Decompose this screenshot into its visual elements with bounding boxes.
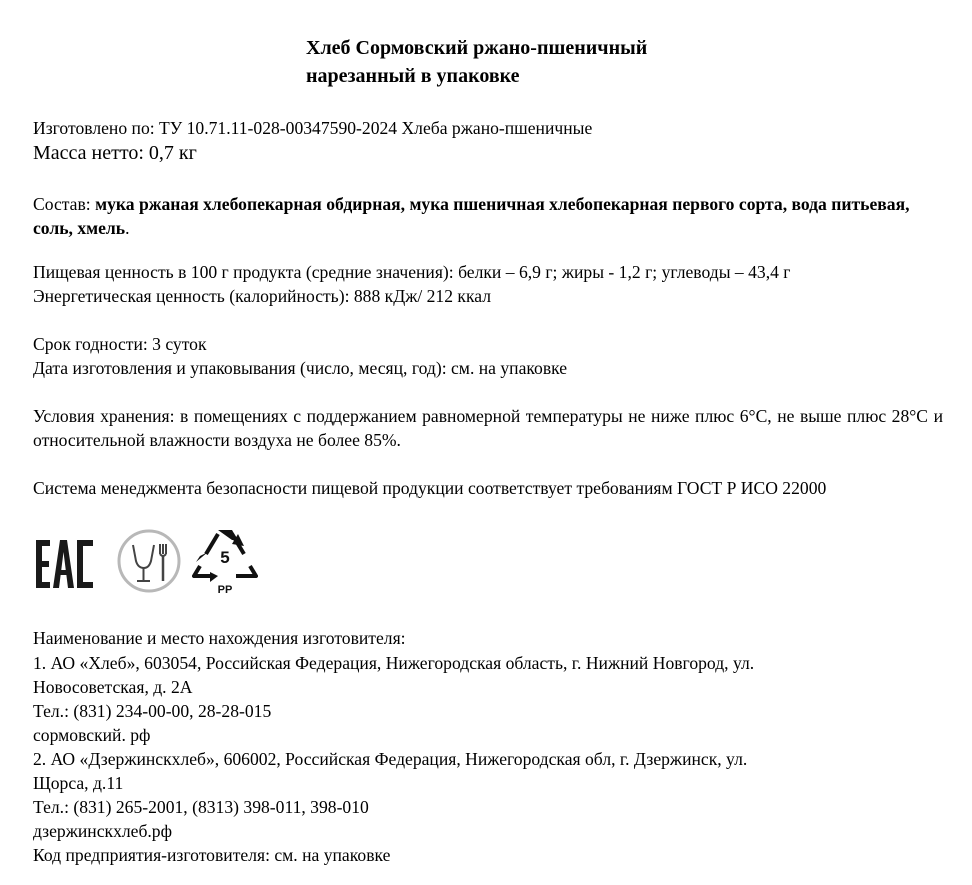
manufacturer-1-address: 1. АО «Хлеб», 603054, Российская Федерация, Нижегородская область, г. Нижний Новгород, ул. [33,653,755,673]
certification-icons [36,526,276,606]
manufacturer-2-site: дзержинскхлеб.рф [33,821,172,841]
energy-value: Энергетическая ценность (калорийность): 888 кДж/ 212 ккал [33,286,491,306]
manufacturer-1-phone: Тел.: (831) 234-00-00, 28-28-015 [33,701,272,721]
composition [33,192,943,240]
composition-end: . [125,218,130,238]
product-title-line-2: нарезанный в упаковке [306,65,520,87]
eac-icon [36,540,96,588]
net-weight: Масса нетто: 0,7 кг [33,142,197,164]
composition-ingredients: мука ржаная хлебопекарная обдирная, мука пшеничная хлебопекарная первого сорта, вода питьевая, соль, хмель [33,194,910,238]
standard-line: Изготовлено по: ТУ 10.71.11-028-00347590-2024 Хлеба ржано-пшеничные [33,118,593,138]
manufacturer-1-site: сормовский. рф [33,725,151,745]
manufacturer-code: Код предприятия-изготовителя: см. на упаковке [33,845,391,865]
manufacturer-1-address-cont: Новосоветская, д. 2А [33,677,193,697]
composition-label: Состав: [33,194,96,214]
recycle-number: 5 [220,548,230,567]
production-date: Дата изготовления и упаковывания (число, месяц, год): см. на упаковке [33,358,568,378]
recycle-pp-icon [192,526,258,598]
shelf-life: Срок годности: 3 суток [33,334,207,354]
product-title [306,34,647,90]
manufacturer-2-address: 2. АО «Дзержинскхлеб», 606002, Российская Федерация, Нижегородская обл, г. Дзержинск, ул. [33,749,748,769]
safety-certification: Система менеджмента безопасности пищевой продукции соответствует требованиям ГОСТ Р ИСО 22000 [33,478,827,498]
storage-conditions: Условия хранения: в помещениях с поддержанием равномерной температуры не ниже плюс 6°С, не выше плюс 28°С и относительной влажности воздуха не более 85%. [33,406,943,450]
manufacturer-2-phone: Тел.: (831) 265-2001, (8313) 398-011, 398-010 [33,797,369,817]
food-contact-icon [116,528,182,594]
product-title-line-1: Хлеб Сормовский ржано-пшеничный [306,37,648,59]
nutrition-values: Пищевая ценность в 100 г продукта (средние значения): белки – 6,9 г; жиры - 1,2 г; углеводы – 43,4 г [33,262,791,282]
recycle-code: PP [217,584,233,596]
manufacturer-2-address-cont: Щорса, д.11 [33,773,124,793]
manufacturer-heading: Наименование и место нахождения изготовителя: [33,628,406,648]
